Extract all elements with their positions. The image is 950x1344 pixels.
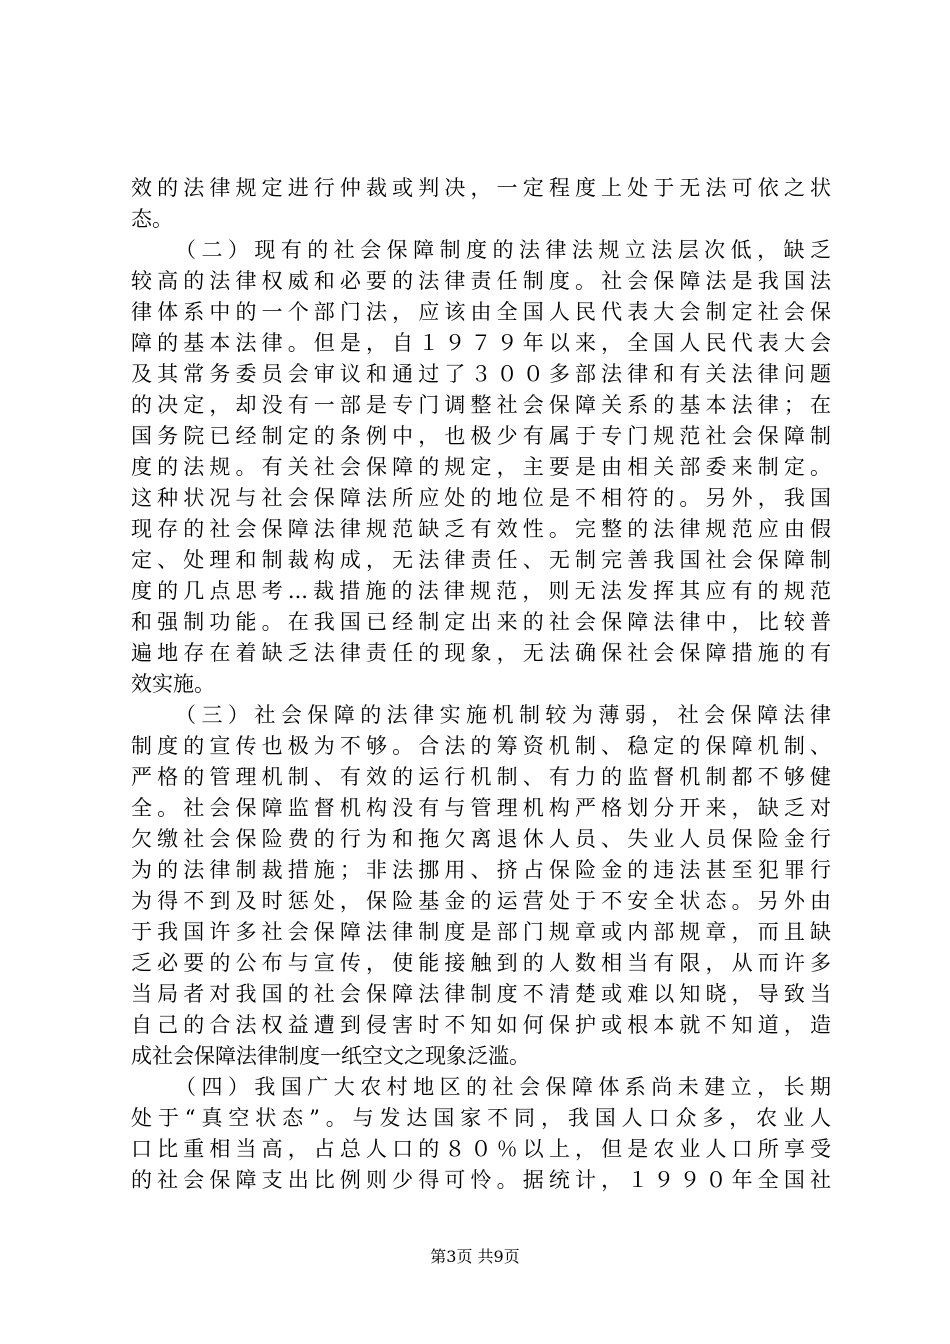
text-line: 较高的法律权威和必要的法律责任制度。社会保障法是我国法 (131, 269, 831, 293)
paragraph-continuation (131, 173, 831, 235)
text-line: 律体系中的一个部门法，应该由全国人民代表大会制定社会保 (131, 300, 831, 324)
text-line: 定、处理和制裁构成，无法律责任、无制完善我国社会保障制 (131, 548, 831, 572)
text-line: 和强制功能。在我国已经制定出来的社会保障法律中，比较普 (131, 610, 831, 634)
text-line: 效实施。 (131, 672, 215, 696)
text-line: 欠缴社会保险费的行为和拖欠离退休人员、失业人员保险金行 (131, 827, 831, 851)
text-line: 于我国许多社会保障法律制度是部门规章或内部规章，而且缺 (131, 920, 831, 944)
text-line: 为得不到及时惩处，保险基金的运营处于不安全状态。另外由 (131, 889, 831, 913)
text-line: 态。 (131, 207, 173, 231)
text-line: （三）社会保障的法律实施机制较为薄弱，社会保障法律 (175, 703, 831, 727)
text-line: 严格的管理机制、有效的运行机制、有力的监督机制都不够健 (131, 765, 831, 789)
text-line: 全。社会保障监督机构没有与管理机构严格划分开来，缺乏对 (131, 796, 831, 820)
text-line: 国务院已经制定的条例中，也极少有属于专门规范社会保障制 (131, 424, 831, 448)
text-line: 乏必要的公布与宣传，使能接触到的人数相当有限，从而许多 (131, 951, 831, 975)
text-line: 现存的社会保障法律规范缺乏有效性。完整的法律规范应由假 (131, 517, 831, 541)
text-line: （四）我国广大农村地区的社会保障体系尚未建立，长期 (175, 1075, 831, 1099)
text-line: 处于“真空状态”。与发达国家不同，我国人口众多，农业人 (131, 1106, 831, 1130)
text-line: 遍地存在着缺乏法律责任的现象，无法确保社会保障措施的有 (131, 641, 831, 665)
page-number-footer: 第3页 共9页 (430, 1247, 520, 1266)
text-line: 障的基本法律。但是，自１９７９年以来，全国人民代表大会 (131, 331, 831, 355)
text-line: 度的几点思考...裁措施的法律规范，则无法发挥其应有的规范 (131, 579, 831, 603)
text-line: （二）现有的社会保障制度的法律法规立法层次低，缺乏 (175, 238, 831, 262)
text-line: 口比重相当高，占总人口的８０％以上，但是农业人口所享受 (131, 1137, 831, 1161)
paragraph-section-4 (131, 1072, 831, 1196)
text-line: 度的法规。有关社会保障的规定，主要是由相关部委来制定。 (131, 455, 831, 479)
text-line: 为的法律制裁措施；非法挪用、挤占保险金的违法甚至犯罪行 (131, 858, 831, 882)
text-line: 这种状况与社会保障法所应处的地位是不相符的。另外，我国 (131, 486, 831, 510)
text-line: 自己的合法权益遭到侵害时不知如何保护或根本就不知道，造 (131, 1013, 831, 1037)
text-line: 及其常务委员会审议和通过了３００多部法律和有关法律问题 (131, 362, 831, 386)
text-line: 的社会保障支出比例则少得可怜。据统计，１９９０年全国社 (131, 1168, 831, 1192)
paragraph-section-3 (131, 700, 831, 1072)
paragraph-section-2 (131, 235, 831, 700)
body-text (131, 173, 831, 1196)
text-line: 成社会保障法律制度一纸空文之现象泛滥。 (131, 1044, 530, 1068)
text-line: 效的法律规定进行仲裁或判决，一定程度上处于无法可依之状 (131, 176, 831, 200)
text-line: 的决定，却没有一部是专门调整社会保障关系的基本法律；在 (131, 393, 831, 417)
text-line: 当局者对我国的社会保障法律制度不清楚或难以知晓，导致当 (131, 982, 831, 1006)
text-line: 制度的宣传也极为不够。合法的筹资机制、稳定的保障机制、 (131, 734, 831, 758)
